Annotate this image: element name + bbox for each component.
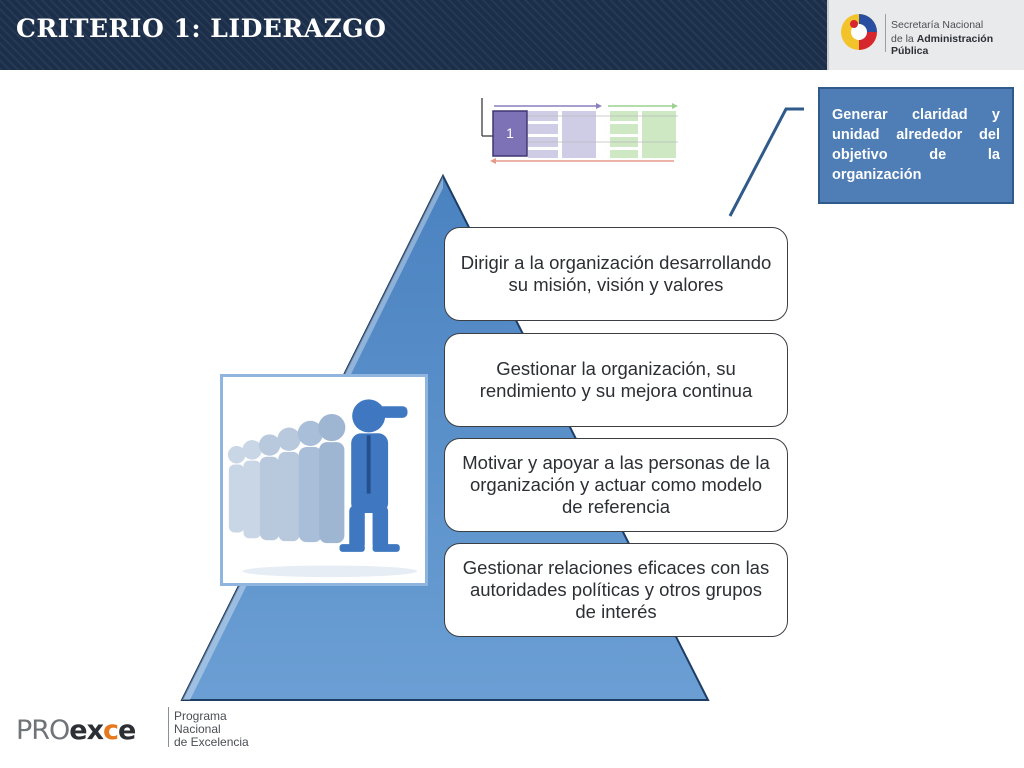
proexce-line2: Nacional [174, 722, 221, 736]
proexce-wordmark: PROexce [16, 715, 136, 746]
leader-binoculars-image [223, 377, 425, 583]
criterion-box-2: Gestionar la organización, su rendimiento y su mejora continua [444, 333, 788, 427]
page-title: CRITERIO 1: LIDERAZGO [16, 14, 387, 43]
mini-diagram-number: 1 [506, 125, 514, 141]
proexce-line1: Programa [174, 709, 227, 723]
callout-box: Generar claridad y unidad alrededor del objetivo de la organización [818, 87, 1014, 204]
criterion-box-3: Motivar y apoyar a las personas de la organización y actuar como modelo de referencia [444, 438, 788, 532]
criterion-box-4: Gestionar relaciones eficaces con las autoridades políticas y otros grupos de interés [444, 543, 788, 637]
criterion-box-1: Dirigir a la organización desarrollando su misión, visión y valores [444, 227, 788, 321]
proexce-divider [168, 707, 169, 747]
institution-line1: Secretaría Nacional [891, 19, 984, 31]
proexce-logo [16, 703, 276, 751]
proexce-line3: de Excelencia [174, 735, 249, 749]
institution-line2: de la Administración Pública [891, 33, 994, 57]
leader-illustration [220, 374, 428, 586]
